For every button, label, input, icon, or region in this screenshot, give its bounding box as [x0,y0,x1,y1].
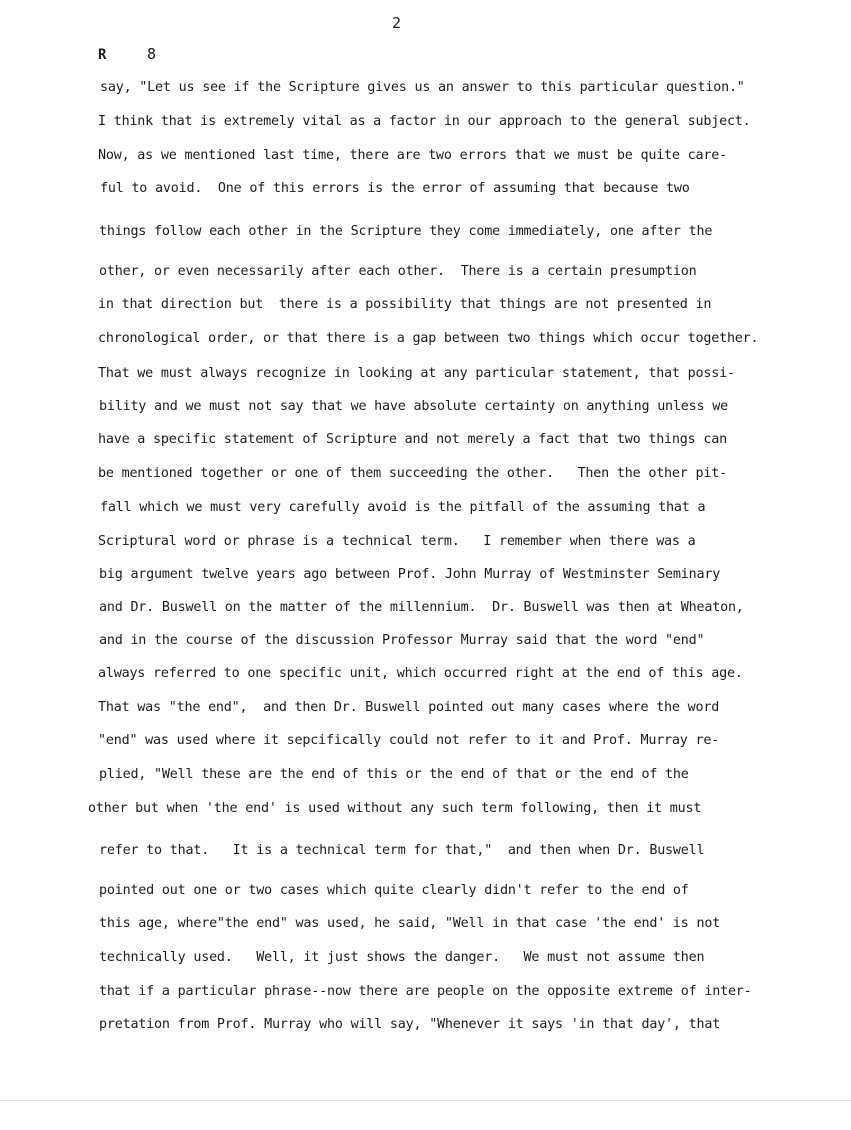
text-line: say, "Let us see if the Scripture gives us an answer to this particular question." [100,80,745,95]
text-line: Now, as we mentioned last time, there are two errors that we must be quite care- [98,148,727,163]
text-line: other but when 'the end' is used without any such term following, then it must [88,801,702,816]
text-line: ful to avoid. One of this errors is the error of assuming that because two [100,181,690,196]
text-line: pretation from Prof. Murray who will say, "Whenever it says 'in that day', that [99,1017,721,1032]
text-line: always referred to one specific unit, which occurred right at the end of this age. [98,666,743,681]
text-line: pointed out one or two cases which quite clearly didn't refer to the end of [99,883,689,898]
text-line: be mentioned together or one of them succeeding the other. Then the other pit- [98,466,727,481]
text-line: "end" was used where it sepcifically could not refer to it and Prof. Murray re- [98,733,720,748]
text-line: that if a particular phrase--now there are people on the opposite extreme of inter- [99,984,752,999]
page-number: 2 [392,14,402,32]
text-line: technically used. Well, it just shows the danger. We must not assume then [99,950,705,965]
text-line: bility and we must not say that we have absolute certainty on anything unless we [99,399,728,414]
text-line: this age, where"the end" was used, he said, "Well in that case 'the end' is not [99,916,721,931]
text-line: Scriptural word or phrase is a technical term. I remember when there was a [98,534,696,549]
reference-number: 8 [147,45,157,63]
text-line: fall which we must very carefully avoid is the pitfall of the assuming that a [100,500,706,515]
text-line: That was "the end", and then Dr. Buswell pointed out many cases where the word [98,700,720,715]
text-line: have a specific statement of Scripture and not merely a fact that two things can [98,432,727,447]
text-line: things follow each other in the Scripture they come immediately, one after the [99,224,713,239]
reference-letter: R [98,47,107,63]
text-line: in that direction but there is a possibility that things are not presented in [98,297,712,312]
text-line: and Dr. Buswell on the matter of the millennium. Dr. Buswell was then at Wheaton, [99,600,744,615]
text-line: big argument twelve years ago between Prof. John Murray of Westminster Seminary [99,567,721,582]
text-line: I think that is extremely vital as a factor in our approach to the general subject. [98,114,751,129]
page-edge-divider [0,1100,851,1101]
text-line: That we must always recognize in looking at any particular statement, that possi- [98,366,735,381]
text-line: plied, "Well these are the end of this or the end of that or the end of the [99,767,689,782]
text-line: chronological order, or that there is a gap between two things which occur together. [98,331,759,346]
text-line: and in the course of the discussion Professor Murray said that the word "end" [99,633,705,648]
text-line: refer to that. It is a technical term for that," and then when Dr. Buswell [99,843,705,858]
text-line: other, or even necessarily after each other. There is a certain presumption [99,264,697,279]
